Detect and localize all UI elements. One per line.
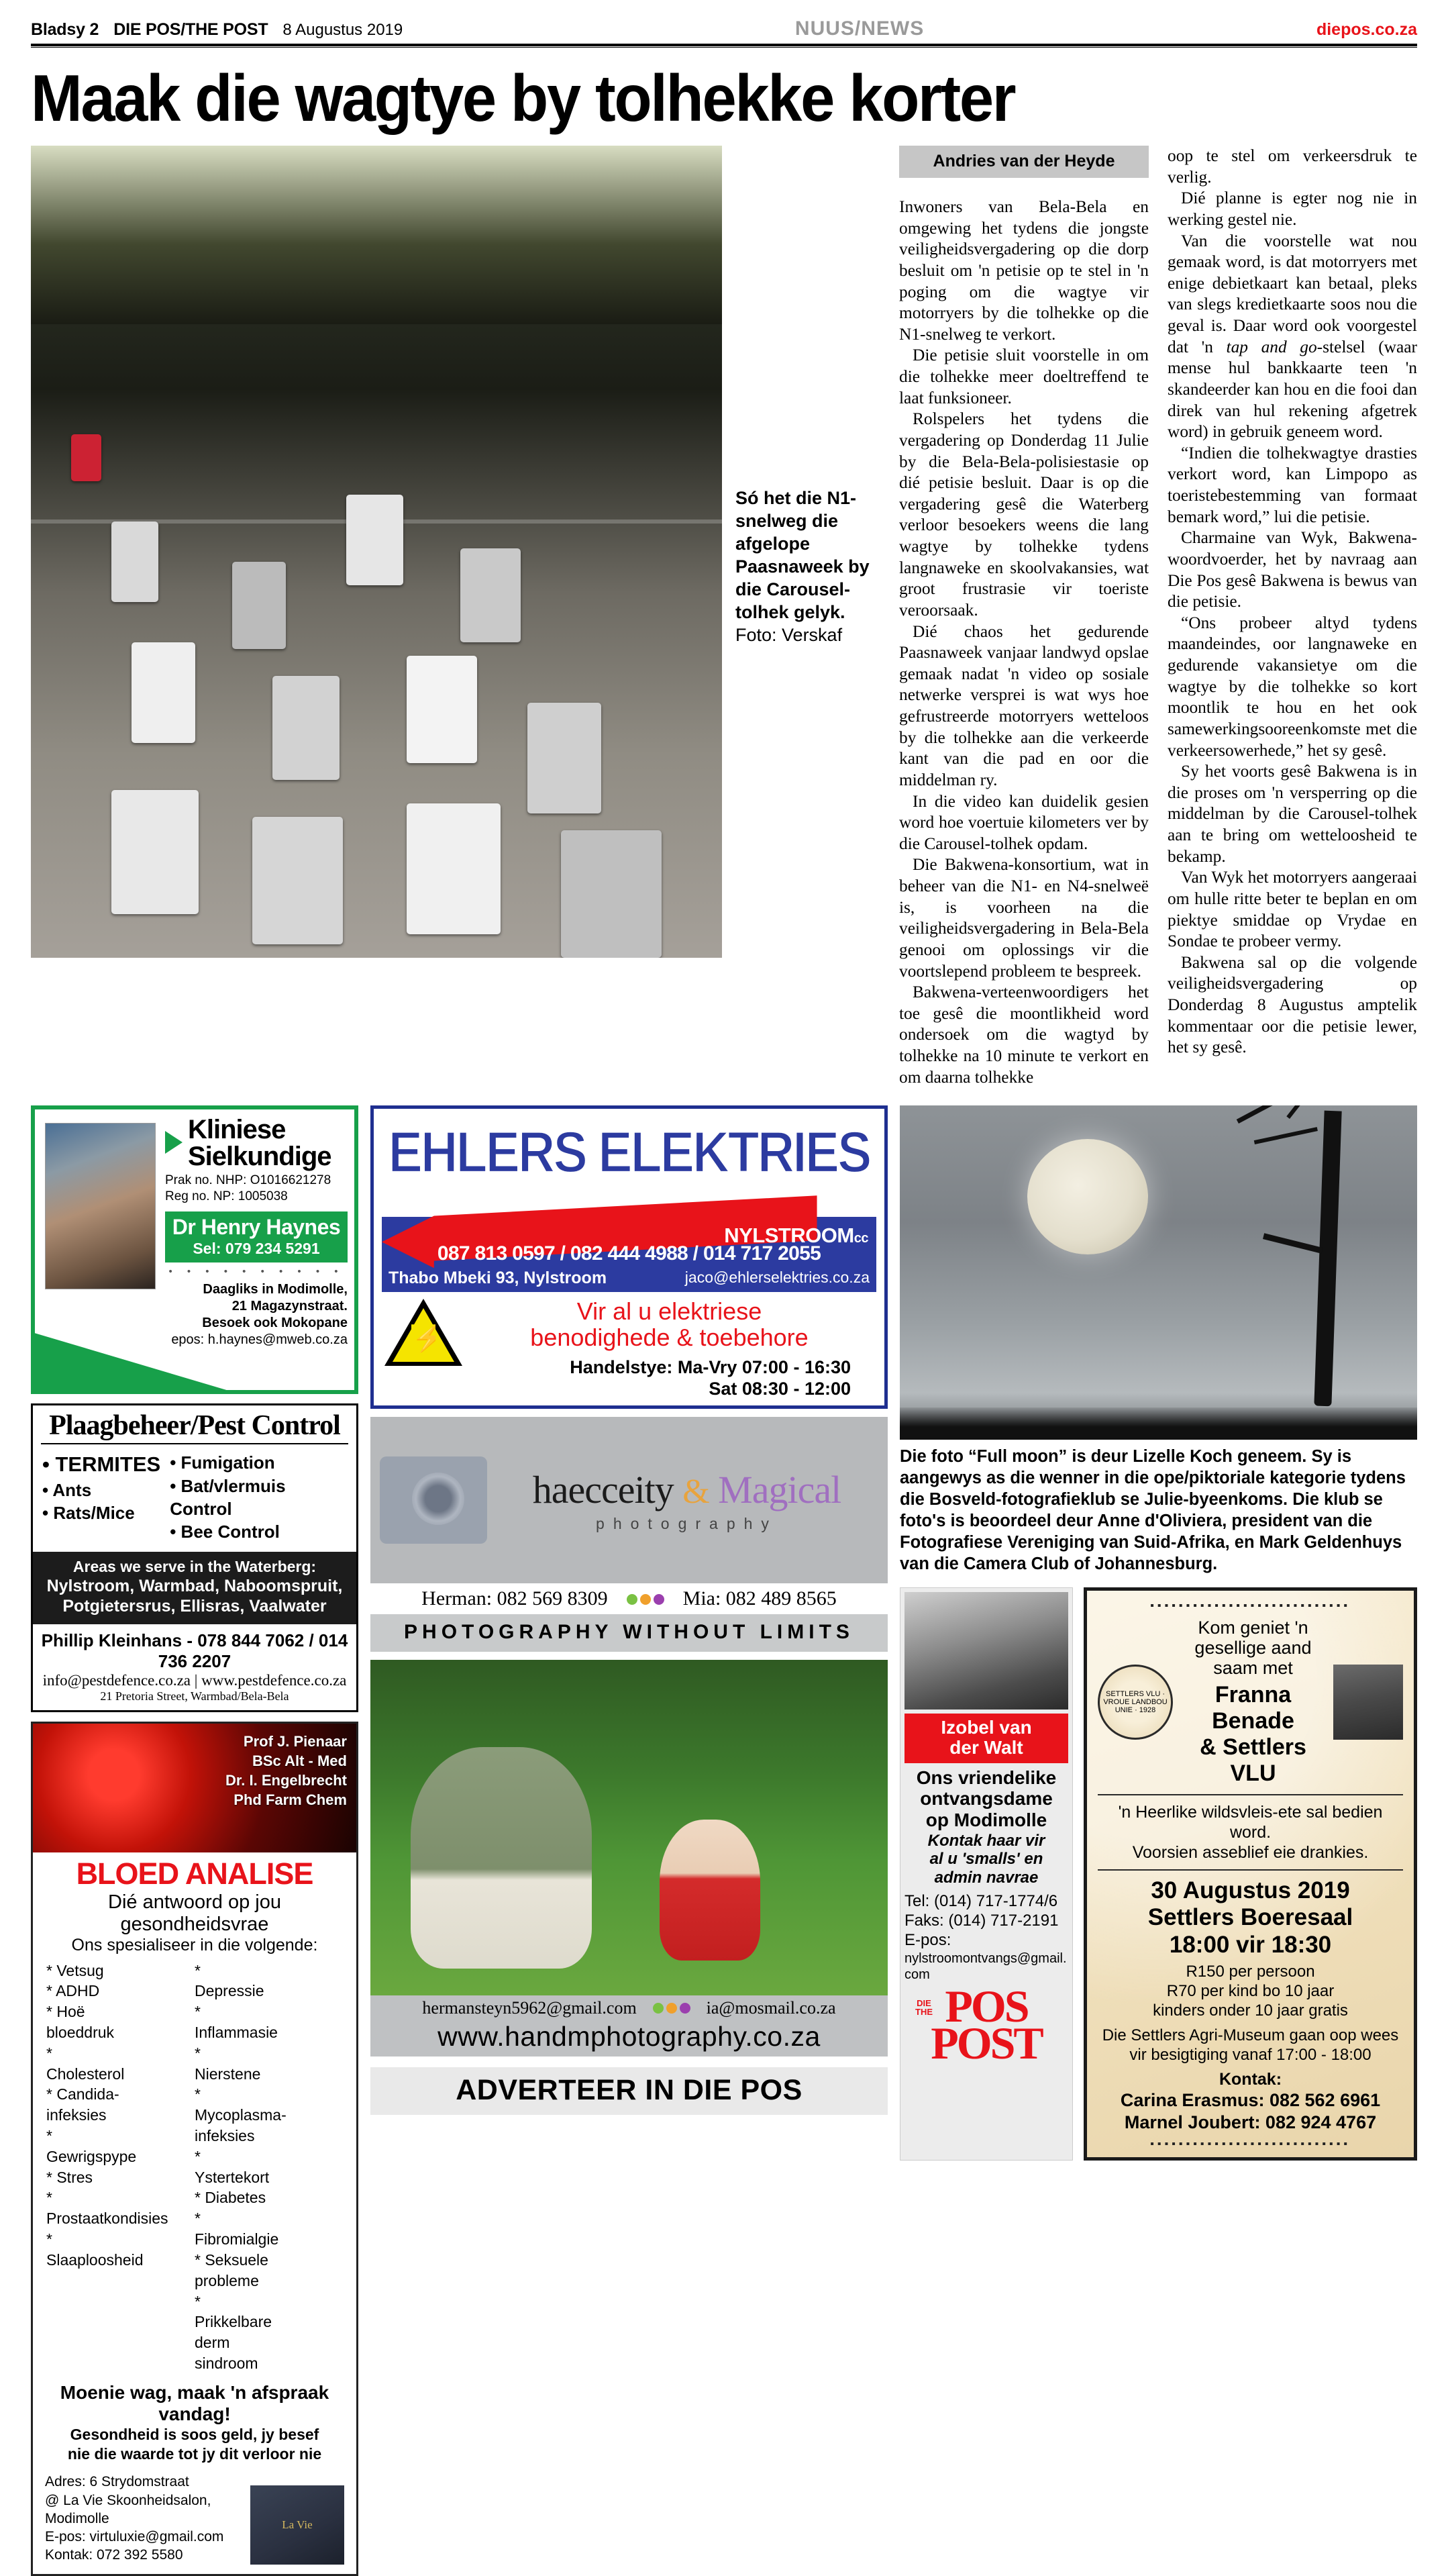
list-item: * Vetsug xyxy=(46,1961,104,1979)
list-item: BSc Alt - Med xyxy=(252,1752,347,1769)
ehlers-address: Thabo Mbeki 93, Nylstroom xyxy=(388,1269,607,1288)
settlers-top-dots: ▪▪▪▪▪▪▪▪▪▪▪▪▪▪▪▪▪▪▪▪▪▪▪▪▪▪▪▪ xyxy=(1150,1599,1351,1612)
bloed-addr-2: @ La Vie Skoonheidsalon, xyxy=(45,2492,211,2508)
moon-photo-caption: Die foto “Full moon” is deur Lizelle Koch geneem. Sy is aangewys as die wenner in die ope/piktoriale kategorie tydens die Bosveld-fotografieklub se Julie-byeenkoms. Die klub se foto's is beoordeel deur Anne d'Oliviera, president van die Fotografiese Vereniging van Suid-Afrika, en Mark Geldenhuys van die Camera Club of Johannesburg. xyxy=(900,1447,1406,1573)
list-item: • Rats/Mice xyxy=(42,1501,166,1524)
doctor-cell[interactable]: Sel: 079 234 5291 xyxy=(193,1239,320,1257)
baby-figure xyxy=(660,1820,760,1961)
list-item: * Inflammasie xyxy=(194,2003,278,2041)
arrow-right-icon xyxy=(165,1131,183,1154)
die-pos-logo-small xyxy=(915,1999,933,2016)
ad-handm-photography[interactable] xyxy=(370,1660,888,2115)
ehlers-town-name: NYLSTROOM xyxy=(724,1224,854,1248)
bloed-footer xyxy=(33,2463,356,2573)
izobel-role xyxy=(904,1767,1068,1830)
settlers-meal-info xyxy=(1098,1802,1403,1863)
ampersand-icon: & xyxy=(682,1473,709,1512)
settlers-contacts xyxy=(1098,2089,1403,2133)
pest-contact xyxy=(33,1624,356,1710)
article-body-col2 xyxy=(1168,146,1417,1058)
haecceity-contacts xyxy=(370,1583,888,1614)
warning-triangle-inner xyxy=(393,1308,454,1362)
blood-cells-image xyxy=(33,1724,356,1852)
photo-caption xyxy=(735,487,875,646)
ehlers-bottom xyxy=(374,1292,884,1400)
ad-izobel-van-der-walt[interactable] xyxy=(900,1587,1073,2161)
ehlers-arrow-band xyxy=(382,1185,876,1292)
ground-silhouette xyxy=(900,1407,1417,1440)
izobel-email-label: E-pos: xyxy=(904,1930,951,1949)
bloed-addr-3: Modimolle xyxy=(45,2510,109,2526)
izobel-email[interactable]: nylstroomontvangs@gmail.com xyxy=(904,1950,1067,1982)
settlers-contact-2[interactable]: Marnel Joubert: 082 924 4767 xyxy=(1124,2112,1377,2132)
pest-services-right xyxy=(170,1451,347,1543)
list-item: Prof J. Pienaar xyxy=(243,1732,347,1750)
kliniese-addr-line2: 21 Magazynstraat. xyxy=(231,1298,348,1314)
warning-triangle-icon xyxy=(384,1299,462,1366)
page-folio: Bladsy 2 xyxy=(31,20,99,39)
list-item: * Stres xyxy=(46,2168,93,2186)
top-content-block xyxy=(31,146,1417,1088)
bloed-list-right xyxy=(195,1961,343,2374)
man-figure xyxy=(411,1747,592,1969)
article-body-col1 xyxy=(899,197,1149,1088)
pest-areas-line1: Nylstroom, Warmbad, Naboomspruit, xyxy=(46,1576,343,1595)
izobel-tel[interactable]: Tel: (014) 717-1774/6 xyxy=(904,1892,1058,1911)
list-item: * Depressie xyxy=(194,1961,264,2000)
ad-haecceity-magical-photography[interactable] xyxy=(370,1417,888,1652)
photo-caption-bold: Só het die N1-snelweg die afgelope Paasnaweek by die Carousel-tolhek gelyk. xyxy=(735,488,870,623)
haecceity-tagline: PHOTOGRAPHY WITHOUT LIMITS xyxy=(370,1614,888,1652)
settlers-guest-name: Franna Benade xyxy=(1212,1682,1294,1734)
haecceity-herman-phone[interactable]: Herman: 082 569 8309 xyxy=(421,1587,608,1610)
ehlers-company-name: EHLERS ELEKTRIES xyxy=(388,1120,870,1185)
grandfather-baby-photo xyxy=(370,1660,888,1995)
advertisement-grid xyxy=(31,1105,1417,2575)
article-paragraph: oop te stel om verkeersdruk te verlig. xyxy=(1168,146,1417,187)
logo-die: DIE xyxy=(917,1997,931,2008)
article-paragraph: Bakwena-verteenwoordigers het toe gesê die moontlikheid word ondersoek om die wagtyd by tolhekke na 10 minute te verkort en om daarna tolhekke xyxy=(899,983,1149,1087)
list-item: * Prostaatkondisies xyxy=(46,2189,168,2228)
prak-number: Prak no. NHP: O1016621278 xyxy=(165,1173,331,1188)
bloed-list-left xyxy=(46,1961,195,2374)
article-column-1 xyxy=(899,146,1149,1088)
izobel-italic-3: admin navrae xyxy=(934,1868,1039,1887)
issue-date: 8 Augustus 2019 xyxy=(282,21,403,39)
article-paragraph: Charmaine van Wyk, Bakwena-woordvoerder, het by navraag aan Die Pos gesê Bakwena is bewus van die petisie. xyxy=(1168,528,1417,611)
list-item: * ADHD xyxy=(46,1982,100,2000)
kliniese-address xyxy=(165,1281,348,1348)
camera-icon xyxy=(380,1456,487,1544)
haecceity-wordmark xyxy=(495,1467,878,1533)
logo-the: THE xyxy=(915,2006,933,2017)
kliniese-title xyxy=(188,1116,331,1170)
ehlers-hours-weekday: Handelstye: Ma-Vry 07:00 - 16:30 xyxy=(570,1357,851,1377)
article-paragraph: “Indien die tolhekwagtye drasties verkort word, kan Limpopo as toeristebestemming van formaat bemark word,” lui die petisie. xyxy=(1168,443,1417,526)
settlers-vlu-seal-icon: SETTLERS VLU · VROUE LANDBOU UNIE · 1928 xyxy=(1098,1665,1173,1740)
electricity-warning-icon xyxy=(384,1299,465,1400)
article-column-2 xyxy=(1168,146,1417,1088)
masthead-left xyxy=(31,20,403,40)
pest-email-web[interactable]: info@pestdefence.co.za | www.pestdefence.co.za xyxy=(42,1671,347,1689)
bloed-call-to-action xyxy=(33,2382,356,2464)
masthead-rule xyxy=(31,44,1417,48)
haecceity-logo-block xyxy=(370,1417,888,1583)
colored-dots-icon-2 xyxy=(652,1998,692,2018)
italic-term: tap and go xyxy=(1226,337,1317,356)
article-paragraph: In die video kan duidelik gesien word hoe voertuie kilometers ver by die Carousel-tolhek opdam. xyxy=(899,791,1149,853)
list-item: * Prikkelbare derm sindroom xyxy=(194,2292,272,2372)
kliniese-title-line2: Sielkundige xyxy=(188,1142,331,1172)
list-item: * Gewrigspype xyxy=(46,2127,137,2165)
settlers-meal-1: 'n Heerlike wildsvleis-ete sal bedien word. xyxy=(1118,1802,1383,1842)
settlers-divider-1 xyxy=(1098,1794,1403,1795)
izobel-name-line1: Izobel van xyxy=(941,1716,1032,1738)
tree-silhouette xyxy=(1314,1111,1341,1407)
settlers-time: 18:00 vir 18:30 xyxy=(1169,1931,1332,1958)
list-item: Dr. I. Engelbrecht xyxy=(225,1771,347,1789)
ad-bloed-analise[interactable] xyxy=(31,1722,358,2576)
haecceity-mia-phone[interactable]: Mia: 082 489 8565 xyxy=(682,1587,837,1610)
ehlers-hours-saturday: Sat 08:30 - 12:00 xyxy=(709,1379,851,1399)
pest-areas-heading: Areas we serve in the Waterberg: xyxy=(72,1557,317,1575)
reg-number: Reg no. NP: 1005038 xyxy=(165,1189,288,1203)
list-item: • Ants xyxy=(42,1479,166,1501)
handm-email-right[interactable]: ia@mosmail.co.za xyxy=(706,1998,836,2018)
settlers-org-name: & Settlers VLU xyxy=(1200,1734,1306,1787)
advertise-banner[interactable]: ADVERTEER IN DIE POS xyxy=(370,2067,888,2115)
ehlers-phones[interactable]: 087 813 0597 / 082 444 4988 / 014 717 2055 xyxy=(437,1242,821,1265)
logo-pos: POS xyxy=(945,1980,1028,2032)
ehlers-slogan-1: Vir al u elektriese xyxy=(576,1297,762,1326)
settlers-header-text xyxy=(1180,1618,1327,1787)
article-paragraph: Dié chaos het gedurende Paasnaweek vanjaar landwyd opslae gemaak nadat 'n video op sosiale netwerke versprei is wat wys hoe gefrustreerde motorryers wetteloos by die tolhekke aan die verkeerde kant van die pad en oor die middelman ry. xyxy=(899,622,1149,789)
bloed-cta-line1: Gesondheid is soos geld, jy besef xyxy=(70,2425,319,2443)
izobel-name-line2: der Walt xyxy=(949,1736,1023,1758)
masthead-center xyxy=(403,17,1316,40)
article-paragraph: Dié planne is egter nog nie in werking gestel nie. xyxy=(1168,189,1417,229)
ehlers-address-row xyxy=(389,1269,870,1288)
pest-areas-line2: Potgietersrus, Ellisras, Vaalwater xyxy=(62,1597,327,1616)
list-item: * Slaaploosheid xyxy=(46,2230,144,2269)
article-byline: Andries van der Heyde xyxy=(899,146,1149,178)
settlers-date: 30 Augustus 2019 xyxy=(1151,1877,1350,1903)
bloed-heading: BLOED ANALISE xyxy=(76,1856,313,1891)
bloed-cta-line2: nie die waarde tot jy dit verloor nie xyxy=(67,2444,322,2463)
bloed-condition-lists xyxy=(33,1955,356,2374)
full-moon-photo xyxy=(900,1105,1417,1440)
main-photo-column xyxy=(31,146,722,1088)
pest-areas-band xyxy=(33,1552,356,1624)
article-columns xyxy=(887,146,1417,1088)
list-item: * Fibromialgie xyxy=(194,2210,279,2248)
ad-column-left xyxy=(31,1105,358,2575)
franna-benade-portrait xyxy=(1333,1665,1403,1740)
moon-photo-block xyxy=(900,1105,1417,1575)
pest-services xyxy=(33,1444,356,1551)
izobel-italic-block xyxy=(904,1832,1068,1887)
ehlers-email[interactable]: jaco@ehlerselektries.co.za xyxy=(684,1269,870,1287)
bloed-subtitle-2: Ons spesialiseer in die volgende: xyxy=(71,1935,318,1954)
izobel-italic-2: al u 'smalls' en xyxy=(929,1850,1043,1869)
ad-ehlers-elektries[interactable] xyxy=(370,1105,888,1409)
izobel-contact xyxy=(904,1892,1068,1982)
pest-address: 21 Pretoria Street, Warmbad/Bela-Bela xyxy=(100,1689,289,1703)
list-item: * Cholesterol xyxy=(46,2044,125,2083)
ehlers-hours xyxy=(465,1356,874,1400)
la-vie-logo: La Vie xyxy=(250,2485,344,2565)
colored-dots-icon xyxy=(625,1587,666,1610)
settlers-bottom-dots: ▪▪▪▪▪▪▪▪▪▪▪▪▪▪▪▪▪▪▪▪▪▪▪▪▪▪▪▪ xyxy=(1150,2138,1351,2150)
bloed-email[interactable]: E-pos: virtuluxie@gmail.com xyxy=(45,2529,224,2545)
bloed-subtitle-1: Dié antwoord op jou gesondheidsvrae xyxy=(108,1891,281,1935)
settlers-museum-info xyxy=(1098,2026,1403,2065)
settlers-price-adult: R150 per persoon xyxy=(1186,1963,1315,1981)
settlers-invite-2: saam met xyxy=(1213,1657,1293,1678)
list-item: Phd Farm Chem xyxy=(234,1791,347,1808)
list-item: • Fumigation xyxy=(170,1451,347,1474)
ad-column-right xyxy=(900,1105,1417,2575)
ad-settlers-vlu[interactable] xyxy=(1084,1587,1417,2161)
article-paragraph: Van die voorstelle wat nou gemaak word, is dat motorryers met enige debietkaart kan betaal, pleks van slegs kredietkaarte soos nou die geval is. Daar word ook voorgestel dat 'n tap and go-stelsel (waar mense hul bankkaarte teen 'n skandeerder kan hou en die fooi dan direk van hul rekening afgetrek word) in gebruik geneem word. xyxy=(1168,231,1417,442)
article-paragraph: Die Bakwena-konsortium, wat in beheer van die N1- en N4-snelweë is, is voorheen na die veiligheidsvergadering in Bela-Bela genooi om oplossings vir die voortslepend probleem te bespreek. xyxy=(899,855,1149,981)
article-paragraph: Bakwena sal op die volgende veiligheidsvergadering op Donderdag 8 Augustus amptelik kommentaar oor die petisie lewer, het sy gesê. xyxy=(1168,952,1417,1057)
settlers-invite-1: Kom geniet 'n gesellige aand xyxy=(1194,1617,1312,1658)
bloed-addr-1: Adres: 6 Strydomstraat xyxy=(45,2474,189,2490)
bottom-right-ads xyxy=(900,1587,1417,2161)
kliniese-email[interactable]: epos: h.haynes@mweb.co.za xyxy=(171,1332,348,1347)
bloed-practitioners xyxy=(225,1732,347,1810)
traffic-jam-photo xyxy=(31,146,722,958)
ehlers-slogan-block xyxy=(465,1299,874,1400)
haecceity-subword: photography xyxy=(596,1515,778,1533)
kliniese-title-row xyxy=(165,1116,348,1170)
settlers-venue: Settlers Boeresaal xyxy=(1147,1904,1353,1931)
article-paragraph: “Ons probeer altyd tydens maandeindes, oor langnaweke en gedurende vakansietye om die wagtye by die tolhekke so kort moontlik te hou en het ook samewerkingsooreenkomste met die verkeersowerhede,” het sy gesê. xyxy=(1168,613,1417,760)
settlers-price-free: kinders onder 10 jaar gratis xyxy=(1153,2001,1348,2020)
handm-website[interactable]: www.handmphotography.co.za xyxy=(370,2021,888,2057)
list-item: * Mycoplasma-infeksies xyxy=(194,2085,287,2144)
izobel-role-2: ontvangsdame xyxy=(920,1788,1053,1810)
izobel-portrait xyxy=(904,1592,1068,1710)
bloed-address xyxy=(45,2473,250,2564)
section-label: NUUS/NEWS xyxy=(794,17,925,40)
settlers-pricing xyxy=(1098,1963,1403,2020)
list-item: * Ystertekort xyxy=(194,2147,270,2186)
psychologist-portrait xyxy=(45,1123,156,1289)
kliniese-addr-line3: Besoek ook Mokopane xyxy=(202,1315,348,1330)
logo-post: POST xyxy=(931,2018,1042,2069)
settlers-contact-1[interactable]: Carina Erasmus: 082 562 6961 xyxy=(1120,2090,1381,2111)
settlers-meal-2: Voorsien asseblief eie drankies. xyxy=(1132,1842,1369,1862)
settlers-invite xyxy=(1180,1618,1327,1679)
photo-credit: Foto: Verskaf xyxy=(735,625,843,646)
article-paragraph: Sy het voorts gesê Bakwena is in die proses om 'n versperring op die middelman by die Carousel-tolhek aan te bring om wetteloosheid te bekamp. xyxy=(1168,762,1417,866)
settlers-header xyxy=(1098,1618,1403,1787)
list-item: • Bat/vlermuis Control xyxy=(170,1475,347,1521)
izobel-fax: Faks: (014) 717-2191 xyxy=(904,1911,1059,1930)
list-item: * Candida-infeksies xyxy=(46,2085,119,2124)
website-url[interactable]: diepos.co.za xyxy=(1316,20,1417,39)
list-item: • TERMITES xyxy=(42,1451,166,1479)
settlers-museum-2: vir besigtiging vanaf 17:00 - 18:00 xyxy=(1129,2045,1372,2064)
list-item: * Nierstene xyxy=(194,2044,261,2083)
list-item: * Hoë bloeddruk xyxy=(46,2003,115,2041)
handm-contact-bar xyxy=(370,1995,888,2021)
kliniese-name-band xyxy=(165,1211,348,1262)
moon-disc xyxy=(1027,1139,1148,1254)
article-paragraph: Rolspelers het tydens die vergadering op Donderdag 11 Julie by die Bela-Bela-polisiestasie op dié petisie besluit. Daar is op die vergadering gesê die Waterberg verloor besoekers weens die lang wagtye by tolhekke tydens langnaweke en skoolvakansies, wat groot frustrasie vir toeriste veroorsaak. xyxy=(899,409,1149,620)
list-item: * Diabetes xyxy=(194,2189,266,2207)
ad-column-center xyxy=(370,1105,888,2575)
kliniese-addr-line1: Daagliks in Modimolle, xyxy=(203,1281,348,1297)
haecceity-word1: haecceity xyxy=(532,1468,674,1512)
masthead xyxy=(31,0,1417,38)
article-paragraph: Inwoners van Bela-Bela en omgewing het tydens die jongste veiligheidsvergadering op die dorp besluit om 'n petisie op te stel in 'n poging om die wagtye vir motorryers by die tolhekke op die N1-snelweg te verkort. xyxy=(899,197,1149,344)
izobel-role-3: op Modimolle xyxy=(925,1809,1047,1830)
kliniese-title-line1: Kliniese xyxy=(188,1115,286,1145)
settlers-museum-1: Die Settlers Agri-Museum gaan oop wees xyxy=(1102,2026,1399,2044)
settlers-contact-label: Kontak: xyxy=(1219,2070,1282,2089)
settlers-price-child: R70 per kind bo 10 jaar xyxy=(1166,1982,1335,2001)
pest-title: Plaagbeheer/Pest Control xyxy=(49,1410,340,1442)
ehlers-slogan-2: benodighede & toebehore xyxy=(530,1324,809,1352)
haecceity-word2: Magical xyxy=(718,1468,841,1512)
handm-email-left[interactable]: hermansteyn5962@gmail.com xyxy=(422,1998,637,2018)
bloed-phone[interactable]: Kontak: 072 392 5580 xyxy=(45,2547,183,2563)
list-item: • Bee Control xyxy=(170,1520,347,1543)
haecceity-wordmark-line xyxy=(495,1467,878,1512)
pest-services-left xyxy=(42,1451,166,1543)
doctor-name: Dr Henry Haynes xyxy=(172,1214,341,1239)
settlers-divider-2 xyxy=(1098,1869,1403,1871)
dotted-divider: • • • • • • • • • • xyxy=(168,1265,344,1277)
bloed-cta-main: Moenie wag, maak 'n afspraak vandag! xyxy=(60,2381,329,2424)
kliniese-registration xyxy=(165,1173,348,1205)
photo-caption-column xyxy=(722,146,887,1088)
ad-plaagbeheer-pest-control[interactable] xyxy=(31,1403,358,1712)
ehlers-town-suffix: cc xyxy=(854,1231,868,1246)
ad-kliniese-sielkundige[interactable] xyxy=(31,1105,358,1394)
izobel-italic-1: Kontak haar vir xyxy=(927,1832,1045,1850)
article-paragraph: Van Wyk het motorryers aangeraai om hulle ritte beter te beplan en om piektye smiddae op Vrydae en Sondae te probeer vermy. xyxy=(1168,868,1417,951)
settlers-event-details xyxy=(1098,1877,1403,1959)
publication-title: DIE POS/THE POST xyxy=(113,20,268,39)
pest-phone[interactable]: Phillip Kleinhans - 078 844 7062 / 014 736 2207 xyxy=(41,1630,348,1671)
izobel-name-band xyxy=(904,1714,1068,1763)
settlers-guest xyxy=(1180,1682,1327,1787)
kliniese-content xyxy=(156,1116,348,1383)
article-paragraph: Die petisie sluit voorstelle in om die tolhekke meer doeltreffend te laat funksioneer. xyxy=(899,346,1149,407)
list-item: * Seksuele probleme xyxy=(194,2250,268,2289)
article-headline: Maak die wagtye by tolhekke korter xyxy=(31,61,1015,135)
izobel-role-1: Ons vriendelike xyxy=(916,1767,1057,1788)
die-pos-logo xyxy=(904,1980,1068,2069)
